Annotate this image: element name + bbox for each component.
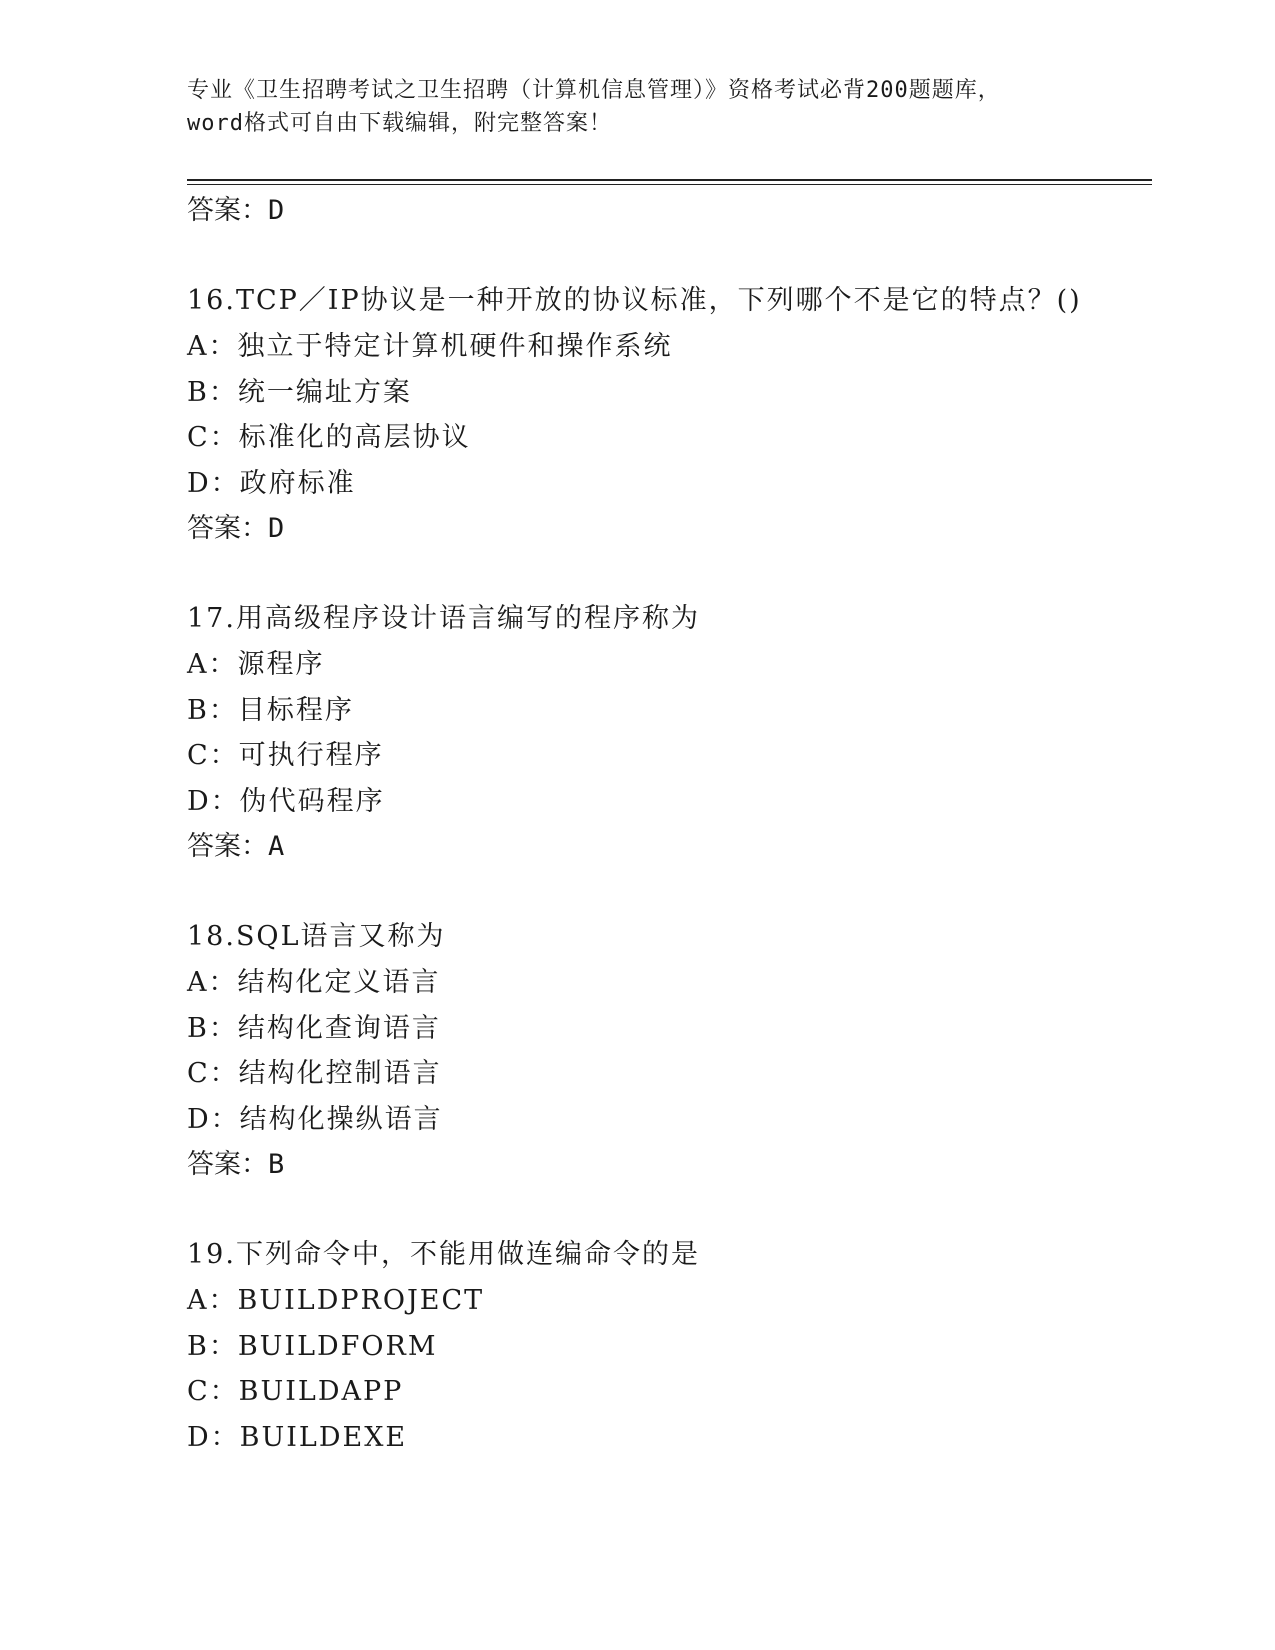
option-a: A：独立于特定计算机硬件和操作系统 <box>187 331 673 362</box>
question-item <box>187 914 1187 1188</box>
option-d: D：伪代码程序 <box>187 785 385 817</box>
option-c: C：BUILDAPP <box>187 1376 404 1407</box>
option-d: D：政府标准 <box>187 467 356 499</box>
answer-line: 答案：D <box>187 513 285 544</box>
question-item <box>187 1232 1187 1460</box>
question-list <box>187 188 1187 1460</box>
header-divider <box>187 179 1152 185</box>
option-b: B：结构化查询语言 <box>187 1012 441 1044</box>
option-a: A：BUILDPROJECT <box>187 1285 485 1316</box>
header-line-1: 专业《卫生招聘考试之卫生招聘（计算机信息管理）》资格考试必背200题题库， <box>187 78 1001 103</box>
header-line-2: word格式可自由下载编辑，附完整答案！ <box>187 111 612 136</box>
option-b: B：目标程序 <box>187 694 354 726</box>
answer-line: 答案：D <box>187 195 285 226</box>
option-c: C：结构化控制语言 <box>187 1058 442 1089</box>
option-d: D：BUILDEXE <box>187 1421 408 1453</box>
option-c: C：标准化的高层协议 <box>187 422 471 453</box>
answer-line: 答案：B <box>187 1149 285 1180</box>
answer-line: 答案：A <box>187 831 285 862</box>
option-b: B：BUILDFORM <box>187 1330 438 1362</box>
question-item <box>187 278 1187 552</box>
document-header <box>187 74 1087 140</box>
option-a: A：源程序 <box>187 649 325 680</box>
question-stem: 18.SQL语言又称为 <box>187 921 446 952</box>
option-d: D：结构化操纵语言 <box>187 1103 443 1135</box>
question-stem: 19.下列命令中，不能用做连编命令的是 <box>187 1239 700 1270</box>
option-a: A：结构化定义语言 <box>187 967 441 998</box>
question-stem: 17.用高级程序设计语言编写的程序称为 <box>187 603 700 634</box>
option-b: B：统一编址方案 <box>187 376 412 408</box>
question-item <box>187 596 1187 870</box>
option-c: C：可执行程序 <box>187 740 384 771</box>
question-stem: 16.TCP／IP协议是一种开放的协议标准，下列哪个不是它的特点？() <box>187 285 1082 316</box>
